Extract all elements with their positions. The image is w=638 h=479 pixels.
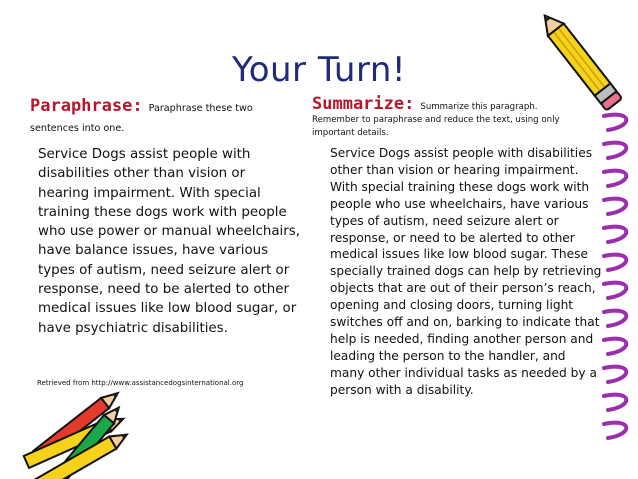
pencil-bundle-icon — [0, 383, 150, 479]
summarize-label: Summarize: — [312, 94, 415, 114]
summarize-header — [312, 94, 584, 140]
paraphrase-label: Paraphrase: — [30, 96, 143, 116]
source-citation: Retrieved from http://www.assistancedogsinternational.org — [37, 379, 244, 387]
spiral-icon — [600, 108, 636, 448]
paraphrase-passage: Service Dogs assist people with disabilities other than vision or hearing impairment. With special training these dogs work with people who use power or manual wheelchairs, have balance issues, have various types of autism, need seizure alert or response, need to be alerted to other medical issues like low blood sugar, or have psychiatric disabilities. — [38, 147, 301, 336]
summarize-instruction: Summarize this paragraph. Remember to paraphrase and reduce the text, using only important details. — [312, 102, 560, 138]
paraphrase-instruction: Paraphrase these two sentences into one. — [30, 103, 253, 134]
page-title: Your Turn! — [231, 50, 407, 90]
paraphrase-header — [30, 96, 292, 139]
summarize-passage: Service Dogs assist people with disabilities other than vision or hearing impairment. With special training these dogs work with people who use wheelchairs, have various types of autism, need seizure alert or response, or need to be alerted to other medical issues like low blood sugar. These specially trained dogs can help by retrieving objects that are out of their person’s reach, opening and closing doors, turning light switches off and on, barking to indicate that help is needed, finding another person and leading the person to the handler, and many other individual tasks as needed by a person with a disability. — [330, 146, 602, 397]
